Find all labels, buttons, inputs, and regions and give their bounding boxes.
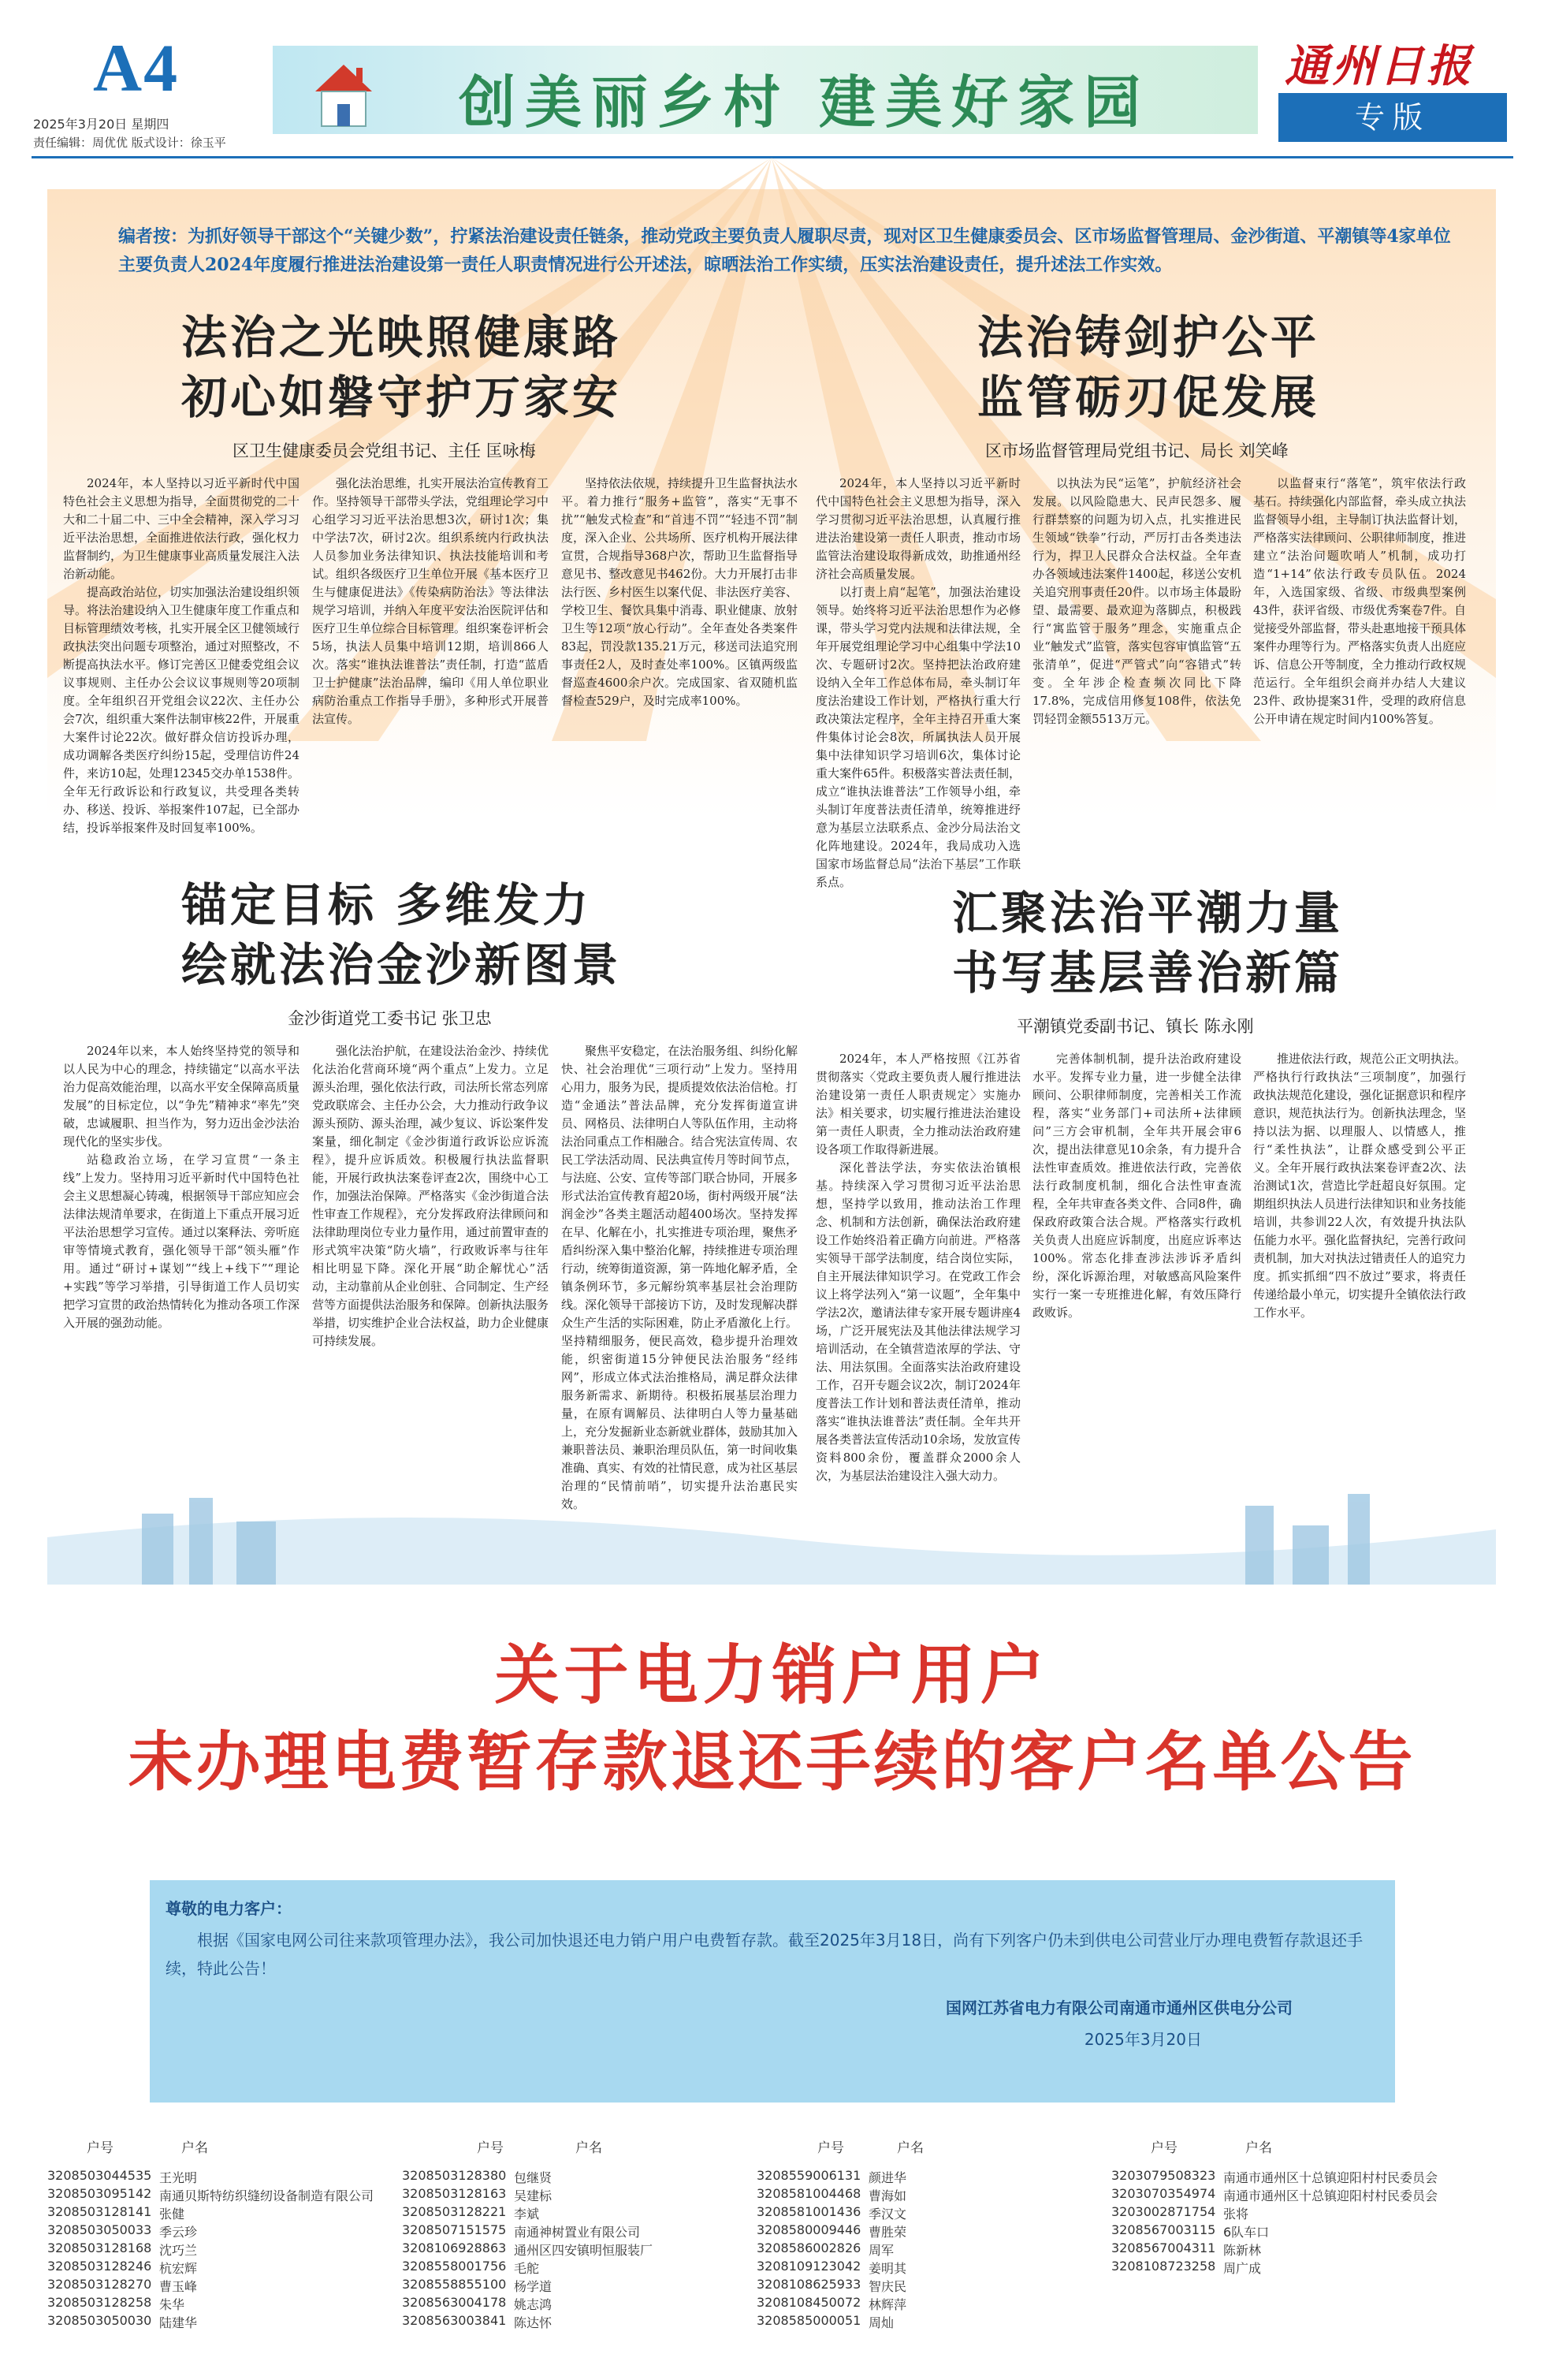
account-number: 3203079508323 <box>1111 2168 1216 2183</box>
article-1-col-3: 坚持依法依规，持续提升卫生监督执法水平。着力推行“服务+监管”，落实“无事不扰”“触发式检查”和“首违不罚”“轻违不罚”制度，深入企业、公共场所、医疗机构开展法律宣贯，合规指导368户次，帮助卫生监督指导意见书、整改意见书462份。大力开展打击非法行医、乡村医生以案代促、非法医疗美容、学校卫生、餐饮具集中消毒、职业健康、放射卫生等12项“放心行动”。全年查处各类案件83起，罚没款135.21万元，移送司法追究刑事责任2人，及时查处率100%。区镇两级监督巡查4600余户次。完成国家、省双随机监督检查529户，及时完成率100%。 <box>561 476 798 708</box>
account-number: 3208109123042 <box>757 2259 861 2274</box>
account-name: 陈新林 <box>1223 2243 1262 2258</box>
account-name: 季汉文 <box>869 2207 907 2222</box>
account-name: 颜进华 <box>869 2170 907 2185</box>
account-number: 3203002871754 <box>1111 2204 1216 2219</box>
section-banner <box>273 46 1258 134</box>
account-table-column-4 <box>1111 2136 1458 2276</box>
account-table-column-2 <box>402 2136 749 2330</box>
account-name: 陆建华 <box>159 2315 198 2330</box>
column-header-name: 户名 <box>897 2140 924 2156</box>
column-header-name: 户名 <box>575 2140 602 2156</box>
section-tag: 专版 <box>1278 93 1507 142</box>
table-row <box>402 2168 749 2186</box>
table-row <box>757 2204 1103 2222</box>
editor-credits: 责任编辑：周优优 版式设计：徐玉平 <box>33 136 226 150</box>
account-number: 3208503095142 <box>47 2186 152 2201</box>
account-number: 3203070354974 <box>1111 2186 1216 2201</box>
table-row <box>47 2277 394 2295</box>
table-row <box>1111 2240 1458 2259</box>
announcement-body: 根据《国家电网公司往来款项管理办法》，我公司加快退还电力销户用户电费暂存款。截至2025年3月18日，尚有下列客户仍未到供电公司营业厅办理电费暂存款退还手续，特此公告！ <box>166 1931 1364 1978</box>
banner-slogan: 创美丽乡村 建美好家园 <box>459 69 1151 136</box>
article-3-title: 锚定目标 多维发力 绘就法治金沙新图景 <box>181 878 622 992</box>
announcement-greeting: 尊敬的电力客户： <box>166 1899 292 1918</box>
account-name: 南通贝斯特纺织缝纫设备制造有限公司 <box>159 2188 374 2203</box>
account-table-column-1 <box>47 2136 394 2330</box>
table-row <box>402 2186 749 2204</box>
table-row <box>402 2313 749 2331</box>
feature-section <box>47 189 1496 1585</box>
account-name: 通州区四安镇明恒服装厂 <box>514 2243 653 2258</box>
article-4-col-1: 2024年，本人严格按照《江苏省贯彻落实〈党政主要负责人履行推进法治建设第一责任人职责规定〉实施办法》相关要求，切实履行推进法治建设第一责任人职责，全力推动法治政府建设各项工作取得新进展。 深化普法学法，夯实依法治镇根基。持续深入学习贯彻习近平法治思想，坚持学以致用，推动法治工作理念、机制和方法创新，确保法治政府建设工作始终沿着正确方向前进。严格落实领导干部学法制度，结合岗位实际，自主开展法律知识学习。在党政工作会议上将学法列入“第一议题”，全年集中学法2次，邀请法律专家开展专题讲座4场，广泛开展宪法及其他法律法规学习培训活动，在全镇营造浓厚的学法、守法、用法氛围。全面落实法治政府建设工作，召开专题会议2次，制订2024年度普法工作计划和普法责任清单，推动落实“谁执法谁普法”责任制。全年共开展各类普法宣传活动10余场，发放宣传资料800余份，覆盖群众2000余人次，为基层法治建设注入强大动力。 <box>816 1052 1021 1483</box>
announcement-title-line-1: 关于电力销户用户 <box>494 1638 1050 1713</box>
article-1-byline: 区卫生健康委员会党组书记、主任 匡咏梅 <box>233 441 536 460</box>
table-row <box>47 2295 394 2313</box>
table-row <box>1111 2259 1458 2277</box>
account-number: 3208507151575 <box>402 2222 507 2237</box>
account-name: 曹胜荣 <box>869 2225 907 2240</box>
table-row <box>47 2259 394 2277</box>
table-row <box>757 2222 1103 2240</box>
table-row <box>1111 2204 1458 2222</box>
account-number: 3208503128380 <box>402 2168 507 2183</box>
account-name: 南通神树置业有限公司 <box>514 2225 641 2240</box>
account-number: 3208503128246 <box>47 2259 152 2274</box>
account-name: 包继贤 <box>514 2170 552 2185</box>
account-name: 周军 <box>869 2243 895 2258</box>
column-header-name: 户名 <box>181 2140 208 2156</box>
account-name: 季云珍 <box>159 2225 198 2240</box>
account-name: 姜明其 <box>869 2261 907 2276</box>
account-rows <box>47 2168 394 2331</box>
account-number: 3208503128141 <box>47 2204 152 2219</box>
article-4-title: 汇聚法治平潮力量 书写基层善治新篇 <box>952 886 1344 1000</box>
table-row <box>757 2295 1103 2313</box>
table-row <box>1111 2186 1458 2204</box>
table-row <box>757 2277 1103 2295</box>
table-row <box>47 2222 394 2240</box>
account-name: 李斌 <box>514 2207 540 2222</box>
account-name: 张将 <box>1223 2207 1249 2222</box>
account-number: 3208108450072 <box>757 2295 861 2310</box>
column-header-account: 户号 <box>477 2140 504 2156</box>
table-row <box>402 2295 749 2313</box>
account-number: 3208563004178 <box>402 2295 507 2310</box>
account-number: 3208108625933 <box>757 2277 861 2292</box>
account-number: 3208503128258 <box>47 2295 152 2310</box>
account-name: 杨学道 <box>514 2279 552 2294</box>
skyline-decoration <box>47 1482 1496 1585</box>
column-header-account: 户号 <box>817 2140 844 2156</box>
account-name: 曹海如 <box>869 2188 907 2203</box>
account-name: 智庆民 <box>869 2279 907 2294</box>
editor-note-text: 为抓好领导干部这个“关键少数”，拧紧法治建设责任链条，推动党政主要负责人履职尽责，现对区卫生健康委员会、区市场监督管理局、金沙街道、平潮镇等4家单位主要负责人2024年度履行推进法治建设第一责任人职责情况进行公开述法，晾晒法治工作实绩，压实法治建设责任，提升述法工作实效。 <box>118 226 1451 275</box>
account-number: 3208567004311 <box>1111 2240 1216 2255</box>
account-name: 杭宏辉 <box>159 2261 198 2276</box>
account-name: 南通市通州区十总镇迎阳村村民委员会 <box>1223 2188 1438 2203</box>
account-rows <box>757 2168 1103 2331</box>
article-4-col-2: 完善体制机制，提升法治政府建设水平。发挥专业力量，进一步健全法律顾问、公职律师制度，完善相关工作流程，落实“业务部门+司法所+法律顾问”三方会审机制，全年共开展会审6次，提出法律意见10余条，有力提升合法性审查质效。推进依法行政，完善依法行政制度机制，细化合法性审查流程，全年共审查各类文件、合同8件，确保政府政策合法合规。严格落实行政机关负责人出庭应诉制度，出庭应诉率达100%。常态化排查涉法涉诉矛盾纠纷，深化诉源治理，对敏感高风险案件实行一案一专班推进化解，有效压降行政败诉。 <box>1032 1052 1241 1320</box>
announcement-title-line-2: 未办理电费暂存款退还手续的客户名单公告 <box>128 1725 1416 1800</box>
column-header-name: 户名 <box>1245 2140 1272 2156</box>
article-3-col-2: 强化法治护航，在建设法治金沙、持续优化法治化营商环境“两个重点”上发力。立足源头治理，强化依法行政，司法所长常态列席党政联席会、主任办公会，大力推动行政争议源头预防、源头治理，减少复议、诉讼案件发案量，细化制定《金沙街道行政诉讼应诉流程》，提升应诉质效。积极履行执法监督职能，开展行政执法案卷评查2次，围绕中心工作，加强法治保障。严格落实《金沙街道合法性审查工作规程》，充分发挥政府法律顾问和法律助理岗位专业力量作用，通过前置审查的形式筑牢决策“防火墙”，行政败诉率与往年相比明显下降。深化开展“助企解忧心”活动，主动靠前从企业创驻、合同制定、生产经营等方面提供法治服务和保障。创新执法服务举措，切实维护企业合法权益，助力企业健康可持续发展。 <box>312 1044 549 1348</box>
account-name: 曹玉峰 <box>159 2279 198 2294</box>
account-name: 吴建标 <box>514 2188 552 2203</box>
account-number: 3208558855100 <box>402 2277 507 2292</box>
article-2-byline: 区市场监督管理局党组书记、局长 刘笑峰 <box>985 441 1289 460</box>
account-name: 张健 <box>159 2207 185 2222</box>
account-number: 3208503128270 <box>47 2277 152 2292</box>
account-number: 3208586002826 <box>757 2240 861 2255</box>
account-number: 3208108723258 <box>1111 2259 1216 2274</box>
account-rows <box>1111 2168 1458 2277</box>
article-1-title: 法治之光映照健康路 初心如磐守护万家安 <box>181 311 622 424</box>
account-name: 陈达怀 <box>514 2315 552 2330</box>
editor-note <box>118 222 1458 279</box>
account-name: 王光明 <box>159 2170 198 2185</box>
table-row <box>402 2204 749 2222</box>
header-divider <box>32 156 1513 158</box>
account-name: 6队车口 <box>1223 2225 1270 2240</box>
editor-note-label: 编者按： <box>118 226 188 247</box>
account-number: 3208558001756 <box>402 2259 507 2274</box>
table-row <box>402 2259 749 2277</box>
account-number: 3208503050030 <box>47 2313 152 2328</box>
account-number: 3208581001436 <box>757 2204 861 2219</box>
account-name: 朱华 <box>159 2297 185 2312</box>
table-row <box>757 2186 1103 2204</box>
account-name: 姚志鸿 <box>514 2297 552 2312</box>
account-number: 3208567003115 <box>1111 2222 1216 2237</box>
account-number: 3208585000051 <box>757 2313 861 2328</box>
table-row <box>757 2240 1103 2259</box>
account-number: 3208503128221 <box>402 2204 507 2219</box>
article-2-title: 法治铸剑护公平 监管砺刃促发展 <box>977 311 1320 424</box>
article-1-col-1: 2024年，本人坚持以习近平新时代中国特色社会主义思想为指导，全面贯彻党的二十大和二十届二中、三中全会精神，深入学习习近平法治思想，全面推进依法行政，强化权力监督制约，为卫生健康事业高质量发展注入法治新动能。 提高政治站位，切实加强法治建设组织领导。将法治建设纳入卫生健康年度工作重点和目标管理绩效考核，扎实开展全区卫健领域行政执法突出问题专项整治，通过对照整改，不断提高执法水平。修订完善区卫健委党组会议议事规则、主任办公会议议事规则等20项制度。全年组织召开党组会议22次、主任办公会7次，组织重大案件法制审核22件，开展重大案件讨论22次。做好群众信访投诉办理，成功调解各类医疗纠纷15起，受理信访件24件，来访10起，处理12345交办单1538件。全年无行政诉讼和行政复议，共受理各类转办、移送、投诉、举报案件107起，已全部办结，投诉举报案件及时回复率100%。 <box>63 476 300 835</box>
article-3-byline: 金沙街道党工委书记 张卫忠 <box>288 1009 492 1028</box>
issue-date: 2025年3月20日 星期四 <box>33 117 169 132</box>
article-1-col-2: 强化法治思维，扎实开展法治宣传教育工作。坚持领导干部带头学法，党组理论学习中心组学习习近平法治思想3次，研讨1次；集中学法7次，研讨2次。组织系统内行政执法人员参加业务法律知识、执法技能培训和考试。组织各级医疗卫生单位开展《基本医疗卫生与健康促进法》《传染病防治法》等法律法规学习培训，并纳入年度平安法治医院评估和医疗卫生单位综合目标管理。组织案卷评析会5场，执法人员集中培训12期，培训866人次。落实“谁执法谁普法”责任制，打造“蓝盾卫士护健康”法治品牌，编印《用人单位职业病防治重点工作指导手册》，多种形式开展普法宣传。 <box>312 476 549 726</box>
account-name: 林辉萍 <box>869 2297 907 2312</box>
account-name: 周广成 <box>1223 2261 1262 2276</box>
table-row <box>402 2277 749 2295</box>
table-row <box>402 2240 749 2259</box>
account-table-column-3 <box>757 2136 1103 2330</box>
column-header-account: 户号 <box>1151 2140 1178 2156</box>
account-rows <box>402 2168 749 2331</box>
column-header-account: 户号 <box>87 2140 113 2156</box>
table-row <box>1111 2168 1458 2186</box>
account-number: 3208581004468 <box>757 2186 861 2201</box>
account-name: 毛舵 <box>514 2261 540 2276</box>
table-row <box>1111 2222 1458 2240</box>
table-row <box>47 2204 394 2222</box>
account-name: 周灿 <box>869 2315 895 2330</box>
announcement-notice-box <box>150 1880 1395 2103</box>
newspaper-logo: 通州日报 <box>1285 40 1474 92</box>
article-3-col-1: 2024年以来，本人始终坚持党的领导和以人民为中心的理念，持续锚定“以高水平法治力促高效能治理，以高水平安全保障高质量发展”的目标定位，以“争先”精神求“率先”突破，忠诚履职、担当作为，努力迈出金沙法治现代化的坚实步伐。 站稳政治立场，在学习宣贯“一条主线”上发力。坚持用习近平新时代中国特色社会主义思想凝心铸魂，根据领导干部应知应会法律法规清单要求，在街道上下重点开展习近平法治思想学习宣传。通过以案释法、旁听庭审等情境式教育，强化领导干部“领头雁”作用。通过“研讨+谋划”“线上+线下”“理论+实践”等学习举措，引导街道工作人员切实把学习宣贯的政治热情转化为推动各项工作深入开展的强劲动能。 <box>63 1044 300 1330</box>
account-number: 3208503128163 <box>402 2186 507 2201</box>
account-number: 3208580009446 <box>757 2222 861 2237</box>
table-row <box>47 2168 394 2186</box>
table-row <box>47 2186 394 2204</box>
article-2-col-3: 以监督束行“落笔”，筑牢依法行政基石。持续强化内部监督，牵头成立执法监督领导小组，主导制订执法监督计划，严格落实法律顾问、公职律师制度，推进建立“法治问题吹哨人”机制，成功打造“1+14”依法行政专员队伍。2024年，入选国家级、省级、市级典型案例43件，获评省级、市级优秀案卷7件。自觉接受外部监督，带头赴惠地接干预具体案件办理等行为。严格落实负责人出庭应诉、信息公开等制度，全力推动行政权规范运行。全年组织会商并办结人大建议23件、政协提案31件，受理的政府信息公开申请在规定时间内100%答复。 <box>1253 476 1467 726</box>
announcement-issuer: 国网江苏省电力有限公司南通市通州区供电分公司 <box>946 1998 1293 2017</box>
table-row <box>47 2240 394 2259</box>
article-4-byline: 平潮镇党委副书记、镇长 陈永刚 <box>1017 1017 1254 1036</box>
house-icon <box>311 60 377 129</box>
table-row <box>47 2313 394 2331</box>
article-3-col-3: 聚焦平安稳定，在法治服务组、纠纷化解快、社会治理优“三项行动”上发力。坚持用心用力，服务为民，提质提效依法治信枪。打造“金通法”普法品牌，充分发挥街道宣讲员、网格员、法律明白人等队伍作用，主动将法治同重点工作相融合。结合宪法宣传周、农民工学法活动周、民法典宣传月等时间节点，与法庭、公安、宣传等部门联合协同，开展多形式法治宣传教育超20场，街村两级开展“法润金沙”各类主题活动超400场次。坚持发挥在早、化解在小，扎实推进专项治理，聚焦矛盾纠纷深入集中整治化解，持续推进专项治理行动，统筹街道资源，第一阵地化解矛盾，全镇条例环节，多元解纷筑率基层社会治理防线。深化领导干部接访下访，及时发现解决群众生产生活的实际困难，防止矛盾激化上行。坚持精细服务，便民高效，稳步提升治理效能，织密街道15分钟便民法治服务“经纬网”，形成立体式法治推格局，满足群众法律服务新需求、新期待。积极拓展基层治理力量，在原有调解员、法律明白人等力量基础上，充分发掘新业态新就业群体，鼓励其加入兼职普法员、兼职治理员队伍，第一时间收集准确、真实、有效的社情民意，成为社区基层治理的“民情前哨”，切实提升法治惠民实效。 <box>561 1044 798 1511</box>
account-number: 3208503050033 <box>47 2222 152 2237</box>
article-4-col-3: 推进依法行政，规范公正文明执法。严格执行行政执法“三项制度”，加强行政执法规范化建设，强化证据意识和程序意识，规范执法行为。创新执法理念，坚持以法为据、以理服人、以情感人，推行“柔性执法”，让群众感受到公平正义。全年开展行政执法案卷评查2次、法治测试1次，营造比学赶超良好氛围。定期组织执法人员进行法律知识和业务技能培训，共参训22人次，有效提升执法队伍能力水平。强化监督执纪，完善行政问责机制，加大对执法过错责任人的追究力度。抓实抓细“四不放过”要求，将责任传递给最小单元，切实提升全镇依法行政工作水平。 <box>1253 1052 1467 1320</box>
account-number: 3208503128168 <box>47 2240 152 2255</box>
account-name: 南通市通州区十总镇迎阳村村民委员会 <box>1223 2170 1438 2185</box>
account-number: 3208503044535 <box>47 2168 152 2183</box>
page-number: A4 <box>93 30 180 106</box>
account-name: 沈巧兰 <box>159 2243 198 2258</box>
table-row <box>402 2222 749 2240</box>
table-row <box>757 2168 1103 2186</box>
article-2-col-1: 2024年，本人坚持以习近平新时代中国特色社会主义思想为指导，深入学习贯彻习近平法治思想，认真履行推进法治建设第一责任人职责，推动市场监管法治建设取得新成效，助推通州经济社会高质量发展。 以打责上肩“起笔”，加强法治建设领导。始终将习近平法治思想作为必修课，带头学习党内法规和法律法规，全年开展党组理论学习中心组集中学法10次、专题研讨2次。坚持把法治政府建设纳入全年工作总体布局，牵头制订年度法治建设工作计划，严格执行重大行政决策法定程序，全年主持召开重大案件集体讨论会8次，所属执法人员开展集中法律知识学习培训6次，集体讨论重大案件65件。积极落实普法责任制，成立“谁执法谁普法”工作领导小组，牵头制订年度普法责任清单，统筹推进纾意为基层立法联系点、金沙分局法治文化阵地建设。2024年，我局成功入选国家市场监督总局“法治下基层”工作联系点。 <box>816 476 1021 889</box>
article-2-col-2: 以执法为民“运笔”，护航经济社会发展。以风险隐患大、民声民怨多、履行群禁察的问题为切入点，扎实推进民生领域“铁拳”行动，严厉打击各类违法行为，捍卫人民群众合法权益。全年查办各领域违法案件1400起，移送公安机关追究刑事责任20件。以市场主体最盼望、最需要、最欢迎为落脚点，积极践行“寓监管于服务”理念，实施重点企业“触发式”监管，落实包容审慎监管“五张清单”，促进“严管式”向“容错式”转变。全年涉企检查频次同比下降17.8%，完成信用修复108件，依法免罚轻罚金额5513万元。 <box>1032 476 1241 726</box>
table-row <box>757 2259 1103 2277</box>
account-number: 3208106928863 <box>402 2240 507 2255</box>
announcement-date: 2025年3月20日 <box>1084 2030 1202 2049</box>
table-row <box>757 2313 1103 2331</box>
account-number: 3208563003841 <box>402 2313 507 2328</box>
account-number: 3208559006131 <box>757 2168 861 2183</box>
